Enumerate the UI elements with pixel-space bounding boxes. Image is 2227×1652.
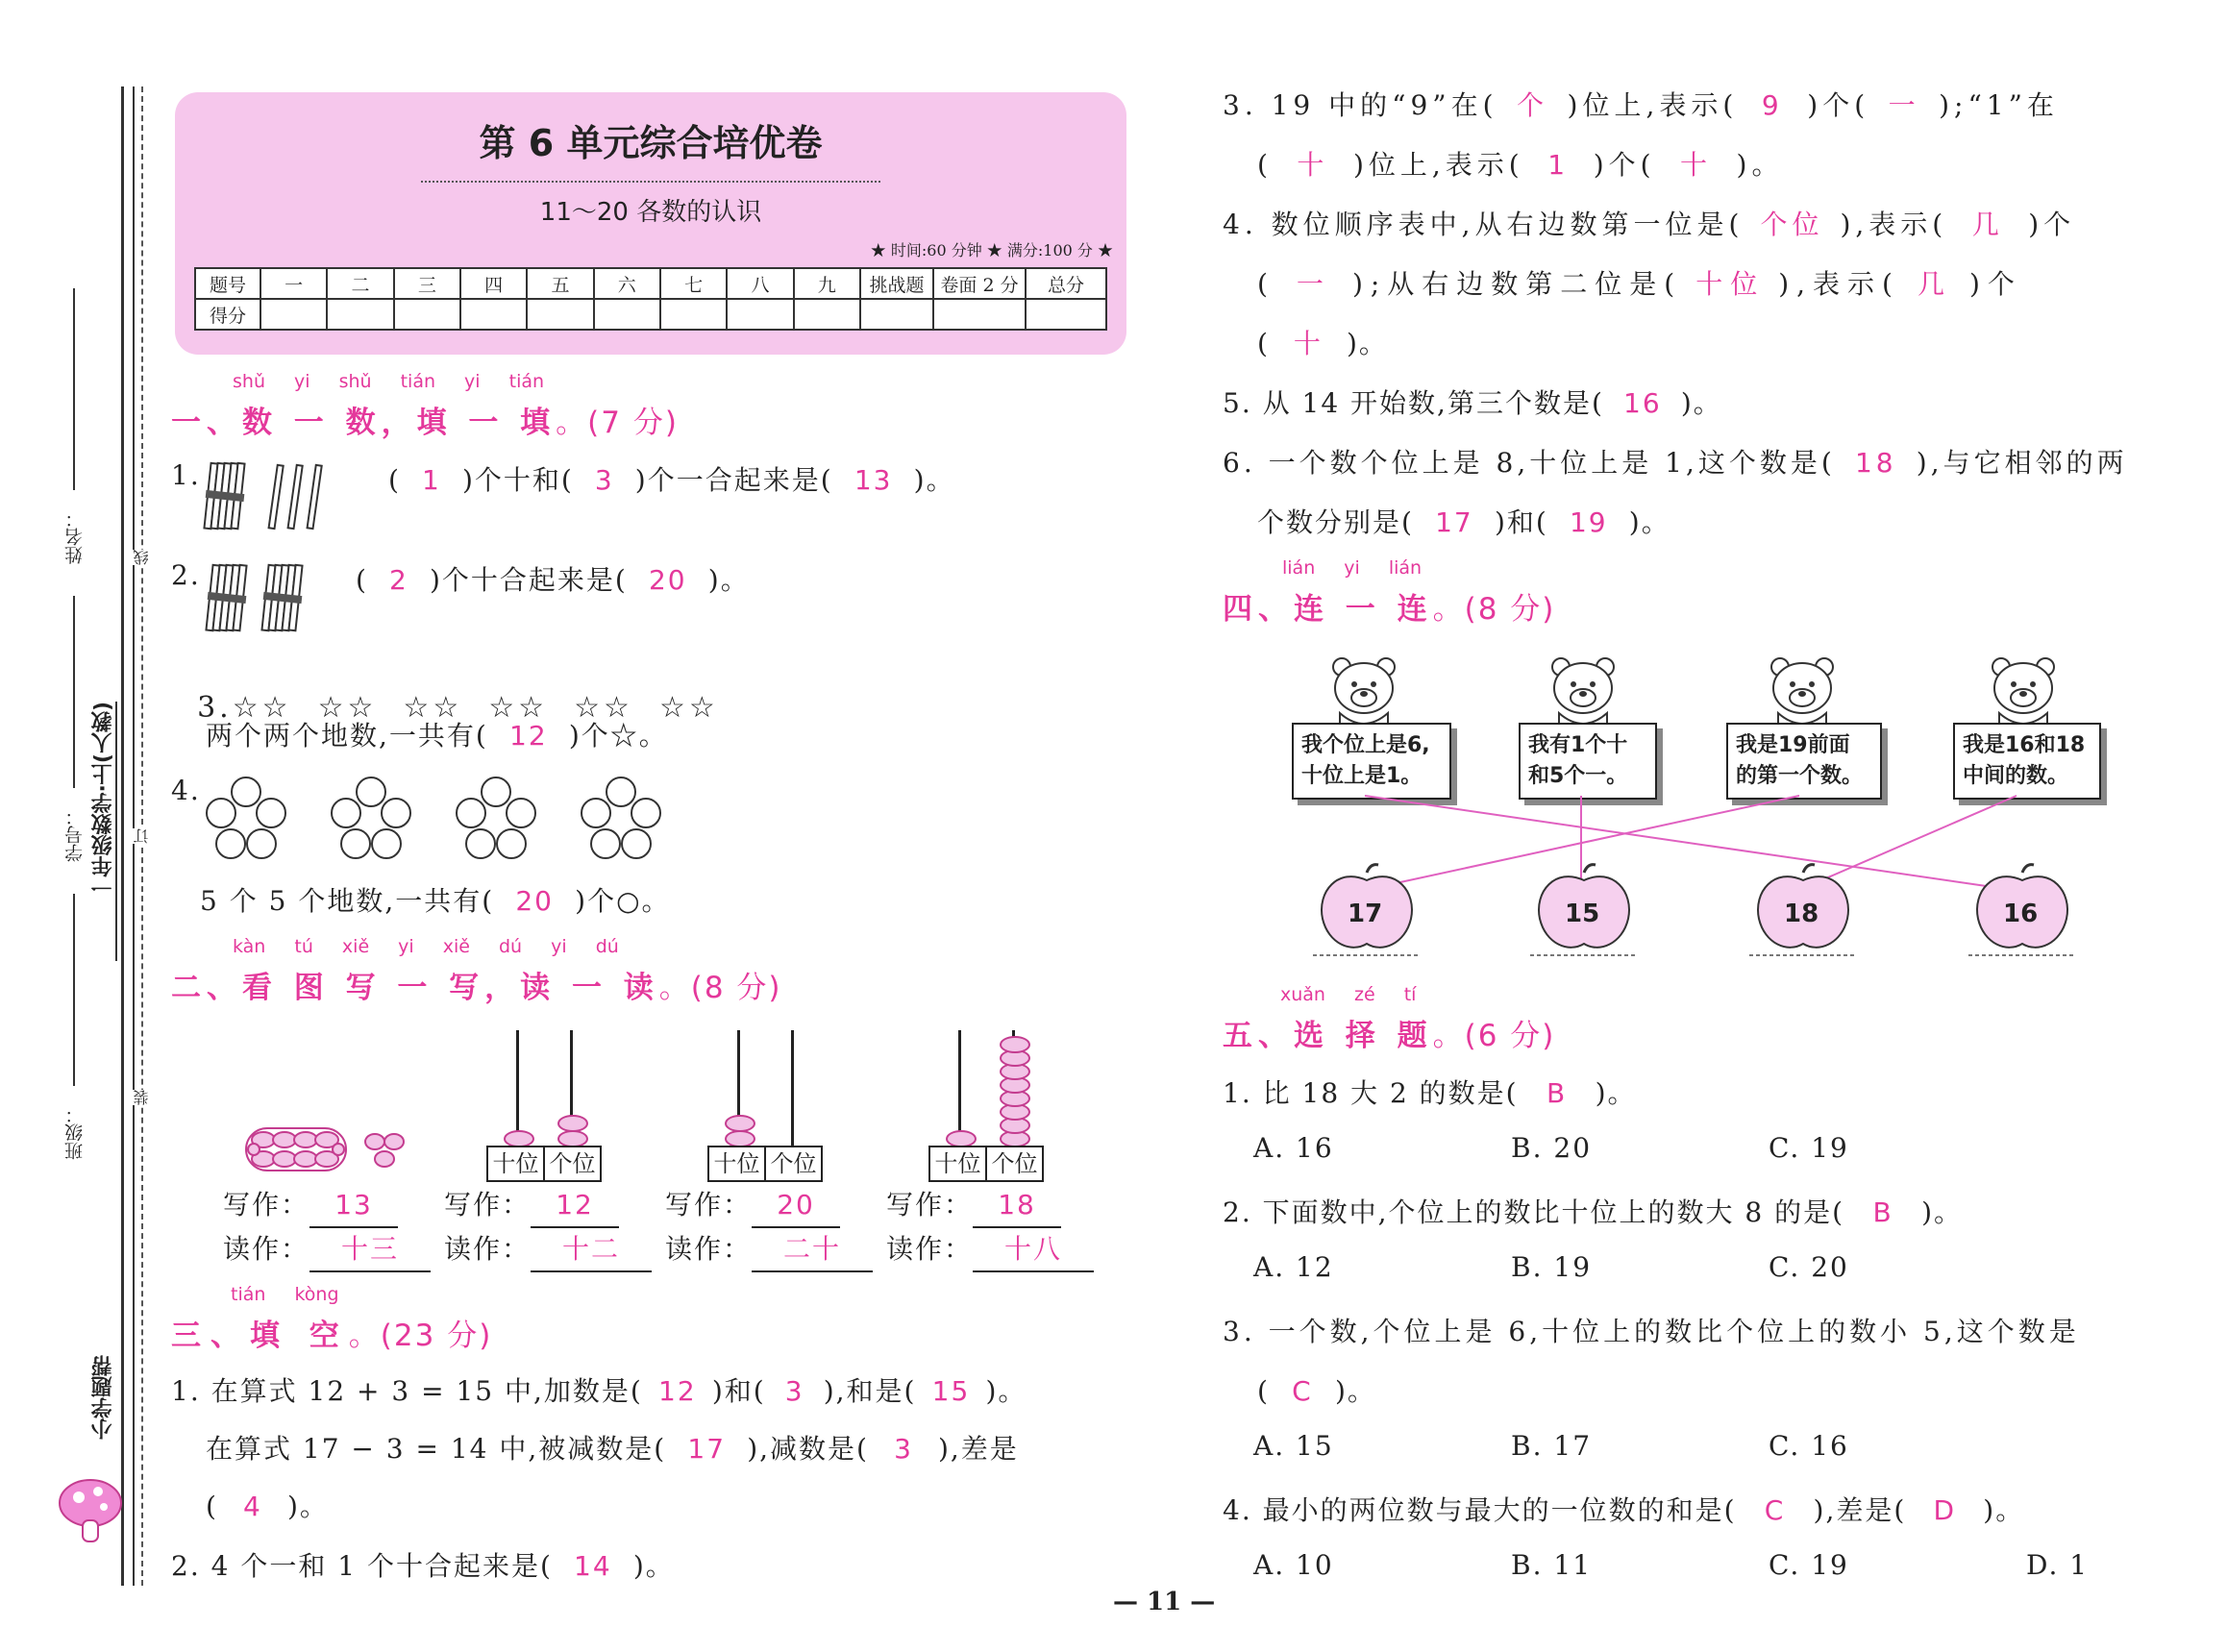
star-icons: ☆☆ ☆☆ ☆☆ ☆☆ ☆☆ ☆☆ — [232, 691, 719, 725]
text: 4. 数位顺序表中,从右边数第一位是( — [1223, 209, 1744, 240]
text: ),差是 — [937, 1433, 1019, 1465]
apple-number: 18 — [1784, 900, 1819, 928]
read-label: 读作： — [444, 1233, 532, 1265]
s1-q4-answer: 20 — [515, 885, 554, 917]
s5-q3-options — [1253, 1430, 2026, 1462]
s3-q3-unit: 一 — [1888, 89, 1920, 121]
s3-q1-minuend: 17 — [687, 1433, 727, 1465]
text: ( — [1257, 149, 1273, 181]
s5-q1-answer: B — [1546, 1077, 1568, 1109]
s3-q3-place-2: 十 — [1297, 149, 1329, 181]
text: )。 — [1736, 149, 1784, 181]
text: 1. 在算式 12 + 3 = 15 中,加数是( — [171, 1375, 643, 1407]
s1-q4-text — [200, 880, 671, 919]
s3-q1-line3 — [206, 1486, 329, 1524]
s3-q1-difference: 4 — [243, 1491, 262, 1522]
text: 5. 从 14 开始数,第三个数是( — [1223, 387, 1604, 419]
text: )个( — [1807, 89, 1870, 121]
s5-q1-options — [1253, 1132, 2026, 1164]
s1-q2-text — [356, 559, 750, 598]
score-header-cell: 总分 — [1026, 268, 1106, 299]
score-cell[interactable] — [460, 299, 527, 330]
read-label: 读作： — [665, 1233, 753, 1265]
section4-pinyin: lián yi lián — [1282, 557, 1423, 579]
text: ),和是( — [823, 1375, 917, 1407]
score-header-cell: 七 — [660, 268, 727, 299]
text: )个十和( — [461, 464, 574, 496]
section4-title-text: 四、连 一 连 — [1223, 592, 1433, 627]
text: )和( — [1494, 506, 1548, 538]
abacus-place-box — [707, 1146, 823, 1182]
exam-meta: ★ 时间:60 分钟 ★ 满分:100 分 ★ — [870, 241, 1113, 259]
s5-q4-options — [1253, 1549, 2089, 1581]
place-ones-label: 个位 — [770, 1150, 817, 1177]
option-b[interactable]: B. 17 — [1511, 1430, 1593, 1462]
text: ( — [356, 564, 368, 596]
place-tens-label: 十位 — [709, 1147, 766, 1180]
apple-number: 16 — [2003, 900, 2039, 928]
bear-icon — [1988, 653, 2059, 730]
stick-bundle-icon — [260, 561, 306, 634]
text: );从右边数第二位是( — [1351, 268, 1683, 300]
s2-item-3 — [665, 1184, 873, 1272]
text: )。 — [1346, 328, 1388, 359]
section4-title — [1223, 584, 1555, 628]
s1-q3-number: 3. — [197, 691, 233, 725]
s3-q4-line3 — [1257, 323, 1388, 361]
apple-18[interactable] — [1745, 863, 1861, 959]
option-a[interactable]: A. 16 — [1253, 1132, 1334, 1164]
s3-q3-place: 个 — [1517, 89, 1549, 121]
abacus-place-box — [928, 1146, 1044, 1182]
s1-q1-text — [388, 459, 955, 498]
option-b[interactable]: B. 20 — [1511, 1132, 1593, 1164]
option-b[interactable]: B. 19 — [1511, 1251, 1593, 1283]
text: )位上,表示( — [1352, 149, 1524, 181]
s1-q1-answer-ones: 3 — [594, 464, 614, 496]
section1-title — [171, 398, 679, 441]
text: 2. 下面数中,个位上的数比十位上的数大 8 的是( — [1223, 1196, 1845, 1228]
section5-title-text: 五、选 择 题 — [1223, 1019, 1433, 1053]
s5-q2-answer: B — [1872, 1196, 1893, 1228]
write-answer: 18 — [973, 1184, 1061, 1228]
section4-score: 。(8 分) — [1432, 592, 1556, 627]
text: 3. 一个数,个位上是 6,十位上的数比个位上的数小 5,这个数是 — [1223, 1316, 2080, 1347]
id-blank — [73, 596, 75, 788]
write-answer: 12 — [531, 1184, 619, 1228]
class-blank — [73, 894, 75, 1086]
score-cell[interactable] — [527, 299, 593, 330]
text: 2. 4 个一和 1 个十合起来是( — [171, 1550, 553, 1582]
score-header-cell: 八 — [727, 268, 793, 299]
connect-line — [1365, 796, 2013, 890]
apple-17[interactable] — [1309, 863, 1424, 959]
s1-q3-text — [206, 715, 668, 753]
abacus-rod-ones — [791, 1030, 794, 1147]
text: )个 — [1968, 268, 2022, 300]
option-c[interactable]: C. 19 — [1769, 1549, 1849, 1581]
paren-text: ( — [388, 464, 401, 496]
read-answer: 二十 — [752, 1228, 873, 1272]
apple-number: 15 — [1565, 900, 1600, 928]
bear-icon — [1328, 653, 1399, 730]
s3-q1-addend-2: 3 — [784, 1375, 804, 1407]
section5-score: 。(6 分) — [1432, 1019, 1556, 1053]
abacus-bead — [725, 1115, 755, 1132]
s2-item-2 — [444, 1184, 652, 1272]
text: 两个两个地数,一共有( — [206, 720, 488, 752]
s3-q3-unit-2: 十 — [1680, 149, 1713, 181]
place-ones-label: 个位 — [549, 1150, 596, 1177]
score-header-cell: 卷面 2 分 — [933, 268, 1026, 299]
s1-q2-number: 2. — [171, 559, 201, 591]
s5-q1 — [1223, 1073, 1637, 1111]
text: 3. 19 中的“9”在( — [1223, 89, 1498, 121]
s3-q4-second-unit: 十 — [1293, 328, 1323, 359]
stick-bundle-icon — [202, 459, 248, 532]
s3-q6-neighbor-2: 19 — [1569, 506, 1608, 538]
option-c[interactable]: C. 20 — [1769, 1251, 1849, 1283]
score-table-score-row — [195, 299, 1106, 330]
score-cell[interactable] — [394, 299, 460, 330]
clue-line: 我是19前面 — [1736, 733, 1850, 757]
section3-title-text: 三、填 空 — [171, 1319, 349, 1353]
s5-q3-line1 — [1223, 1311, 2080, 1349]
s3-q4-first-count: 几 — [1971, 209, 2004, 240]
page-subtitle: 11～20 各数的认识 — [539, 198, 762, 227]
text: );“1”在 — [1939, 89, 2059, 121]
score-table — [194, 267, 1107, 331]
score-header-cell: 六 — [594, 268, 660, 299]
text: )。 — [1921, 1196, 1963, 1228]
place-tens-label: 十位 — [930, 1147, 987, 1180]
score-cell[interactable] — [933, 299, 1026, 330]
section2-title-text: 二、看 图 写 一 写，读 一 读 — [171, 971, 659, 1005]
clue-line: 我有1个十 — [1528, 733, 1628, 757]
mushroom-logo — [56, 1470, 129, 1547]
s5-q2 — [1223, 1192, 1963, 1230]
option-a[interactable]: A. 10 — [1253, 1549, 1334, 1581]
option-a[interactable]: A. 12 — [1253, 1251, 1334, 1283]
option-d[interactable]: D. 1 — [2026, 1549, 2090, 1581]
text: )位上,表示( — [1567, 89, 1739, 121]
class-label: 班级： — [64, 1105, 86, 1160]
s3-q3-count-2: 1 — [1547, 149, 1571, 181]
s1-q3-answer: 12 — [509, 720, 548, 752]
text: )。 — [1595, 1077, 1637, 1109]
section2-pinyin: kàn tú xiě yi xiě dú yi dú — [233, 936, 619, 957]
page-title: 第 6 单元综合培优卷 — [479, 122, 823, 164]
margin-rule-1 — [121, 86, 124, 1586]
s3-q4-first-place: 个位 — [1760, 209, 1824, 240]
s3-q1-line2 — [206, 1428, 1019, 1467]
text: )。 — [707, 564, 750, 596]
s3-q4-second-count: 几 — [1917, 268, 1952, 300]
score-cell[interactable] — [594, 299, 660, 330]
s3-q1-line1 — [171, 1370, 1027, 1409]
beads-picture — [244, 1124, 408, 1174]
apple-15[interactable] — [1526, 863, 1642, 959]
book-label: 一年级数学·上(人教) — [91, 702, 115, 899]
text: 4. 最小的两位数与最大的一位数的和是( — [1223, 1494, 1737, 1526]
write-answer: 20 — [752, 1184, 840, 1228]
s3-q4-line1 — [1223, 204, 2075, 242]
score-header-cell: 五 — [527, 268, 593, 299]
score-table-header-row — [195, 268, 1106, 299]
brand-label: 小学题帮 — [91, 1355, 115, 1440]
write-label: 写作： — [444, 1189, 532, 1221]
s3-q6-number: 18 — [1854, 447, 1897, 479]
score-header-cell: 二 — [327, 268, 393, 299]
s2-item-1 — [223, 1184, 431, 1272]
name-label: 姓名： — [64, 509, 86, 564]
score-cell[interactable] — [860, 299, 933, 330]
s5-q3-line2 — [1257, 1370, 1376, 1409]
option-c[interactable]: C. 19 — [1769, 1132, 1849, 1164]
s1-q4-number: 4. — [171, 775, 201, 806]
text: 个数分别是( — [1257, 506, 1414, 538]
text: )个☆。 — [568, 720, 668, 752]
read-label: 读作： — [223, 1233, 310, 1265]
score-cell[interactable] — [260, 299, 327, 330]
text: ),表示( — [1778, 268, 1900, 300]
s1-q1-answer-tens: 1 — [422, 464, 441, 496]
cut-line-text-2: 订 — [133, 828, 151, 844]
s1-q1-answer-total: 13 — [854, 464, 893, 496]
text: )。 — [1628, 506, 1670, 538]
s3-q6-line2 — [1257, 502, 1670, 540]
section1-score: 。(7 分) — [556, 406, 679, 440]
text: ),表示( — [1840, 209, 1948, 240]
text: )。 — [1334, 1375, 1376, 1407]
text: 1. 比 18 大 2 的数是( — [1223, 1077, 1519, 1109]
write-label: 写作： — [223, 1189, 310, 1221]
s3-q1-addend-1: 12 — [658, 1375, 697, 1407]
score-header-cell: 九 — [794, 268, 860, 299]
s3-q3-line2 — [1257, 144, 1783, 183]
text: ),差是( — [1813, 1494, 1907, 1526]
apple-16[interactable] — [1965, 863, 2080, 959]
bear-icon — [1767, 653, 1838, 730]
score-header-cell: 一 — [260, 268, 327, 299]
section1-title-text: 一、数 一 数，填 一 填 — [171, 406, 557, 440]
s1-q2-answer-tens: 2 — [389, 564, 408, 596]
write-answer: 13 — [309, 1184, 398, 1228]
score-header-cell: 题号 — [195, 268, 260, 299]
option-c[interactable]: C. 16 — [1769, 1430, 1849, 1462]
clue-line: 我个位上是6, — [1301, 733, 1430, 757]
place-ones-label: 个位 — [991, 1150, 1038, 1177]
text: 5 个 5 个地数,一共有( — [200, 885, 495, 917]
read-answer: 十三 — [309, 1228, 431, 1272]
s1-q1-number: 1. — [171, 459, 201, 491]
section5-title — [1223, 1011, 1555, 1054]
header-panel — [175, 92, 1126, 355]
s5-q2-options — [1253, 1251, 2026, 1283]
clue-line: 我是16和18 — [1963, 733, 2086, 757]
name-blank — [73, 288, 75, 490]
text: )。 — [1983, 1494, 2025, 1526]
s3-q4-second-place: 十位 — [1695, 268, 1766, 300]
abacus-bead — [1000, 1036, 1030, 1053]
clue-line: 和5个一。 — [1528, 764, 1628, 788]
text: )。 — [286, 1491, 329, 1522]
clue-line: 中间的数。 — [1963, 764, 2069, 788]
score-header-cell: 挑战题 — [860, 268, 933, 299]
title-divider — [421, 181, 880, 183]
s3-q1-sum: 15 — [931, 1375, 971, 1407]
abacus-bead — [557, 1115, 588, 1132]
s2-item-4 — [886, 1184, 1094, 1272]
section3-pinyin: tián kòng — [231, 1284, 339, 1305]
circle-group — [207, 777, 285, 858]
s1-q2-answer-total: 20 — [648, 564, 687, 596]
three-sticks-icon — [267, 463, 331, 532]
s3-q2-answer: 14 — [574, 1550, 612, 1582]
place-tens-label: 十位 — [488, 1147, 545, 1180]
score-cell[interactable] — [660, 299, 727, 330]
text: ( — [1257, 268, 1275, 300]
text: )。 — [985, 1375, 1027, 1407]
score-header-cell: 三 — [394, 268, 460, 299]
section3-score: 。(23 分) — [348, 1319, 493, 1353]
page-number: — 11 — — [1113, 1588, 1216, 1616]
s5-q4-sum-answer: C — [1764, 1494, 1786, 1526]
clue-line: 十位上是1。 — [1301, 764, 1423, 788]
text: ( — [206, 1491, 218, 1522]
s3-q4-line2 — [1257, 263, 2022, 302]
text: 在算式 17 − 3 = 14 中,被减数是( — [206, 1433, 667, 1465]
s3-q1-subtrahend: 3 — [894, 1433, 913, 1465]
text: ),减数是( — [747, 1433, 869, 1465]
cut-line-text-3: 装 — [133, 1090, 151, 1105]
cut-line-text-1: 线 — [133, 550, 151, 565]
s3-q5 — [1223, 382, 1722, 421]
text: )个 — [2028, 209, 2076, 240]
id-label: 学号： — [64, 807, 86, 862]
section1-pinyin: shǔ yi shǔ tián yi tián — [233, 371, 545, 392]
text: 6. 一个数个位上是 8,十位上是 1,这个数是( — [1223, 447, 1836, 479]
read-answer: 十八 — [973, 1228, 1094, 1272]
score-cell[interactable] — [727, 299, 793, 330]
read-label: 读作： — [886, 1233, 974, 1265]
text: ( — [1257, 1375, 1270, 1407]
score-cell[interactable] — [794, 299, 860, 330]
score-cell[interactable] — [1026, 299, 1106, 330]
s3-q4-first-unit: 一 — [1296, 268, 1331, 300]
abacus-place-box — [486, 1146, 602, 1182]
s5-q4 — [1223, 1490, 2024, 1528]
write-label: 写作： — [886, 1189, 974, 1221]
text: )。 — [913, 464, 955, 496]
text: )。 — [632, 1550, 675, 1582]
read-answer: 十二 — [531, 1228, 652, 1272]
section2-title — [171, 963, 782, 1006]
section3-title — [171, 1311, 492, 1354]
stick-bundle-icon — [204, 561, 250, 634]
text: )个一合起来是( — [634, 464, 833, 496]
s5-q4-diff-answer: D — [1933, 1494, 1957, 1526]
write-label: 写作： — [665, 1189, 753, 1221]
book-underline — [115, 702, 117, 961]
score-row-label: 得分 — [195, 299, 260, 330]
text: )个○。 — [575, 885, 671, 917]
text: )个十合起来是( — [429, 564, 628, 596]
s5-q3-answer: C — [1292, 1375, 1313, 1407]
text: ),与它相邻的两 — [1916, 447, 2128, 479]
s3-q6-neighbor-1: 17 — [1435, 506, 1473, 538]
section2-score: 。(8 分) — [658, 971, 782, 1005]
option-a[interactable]: A. 15 — [1253, 1430, 1334, 1462]
score-cell[interactable] — [327, 299, 393, 330]
s3-q3-line1 — [1223, 85, 2059, 123]
s3-q2 — [171, 1545, 675, 1584]
clue-line: 的第一个数。 — [1736, 764, 1864, 788]
bear-icon — [1547, 653, 1619, 730]
text: )和( — [711, 1375, 766, 1407]
s3-q6-line1 — [1223, 442, 2128, 481]
text: ( — [1257, 328, 1270, 359]
apple-number: 17 — [1348, 900, 1383, 928]
circle-groups-icon — [200, 773, 680, 865]
s3-q3-count: 9 — [1761, 89, 1784, 121]
option-b[interactable]: B. 11 — [1511, 1549, 1593, 1581]
section5-pinyin: xuǎn zé tí — [1280, 984, 1417, 1005]
text: )个( — [1593, 149, 1656, 181]
score-header-cell: 四 — [460, 268, 527, 299]
s3-q5-answer: 16 — [1623, 387, 1662, 419]
text: )。 — [1680, 387, 1722, 419]
